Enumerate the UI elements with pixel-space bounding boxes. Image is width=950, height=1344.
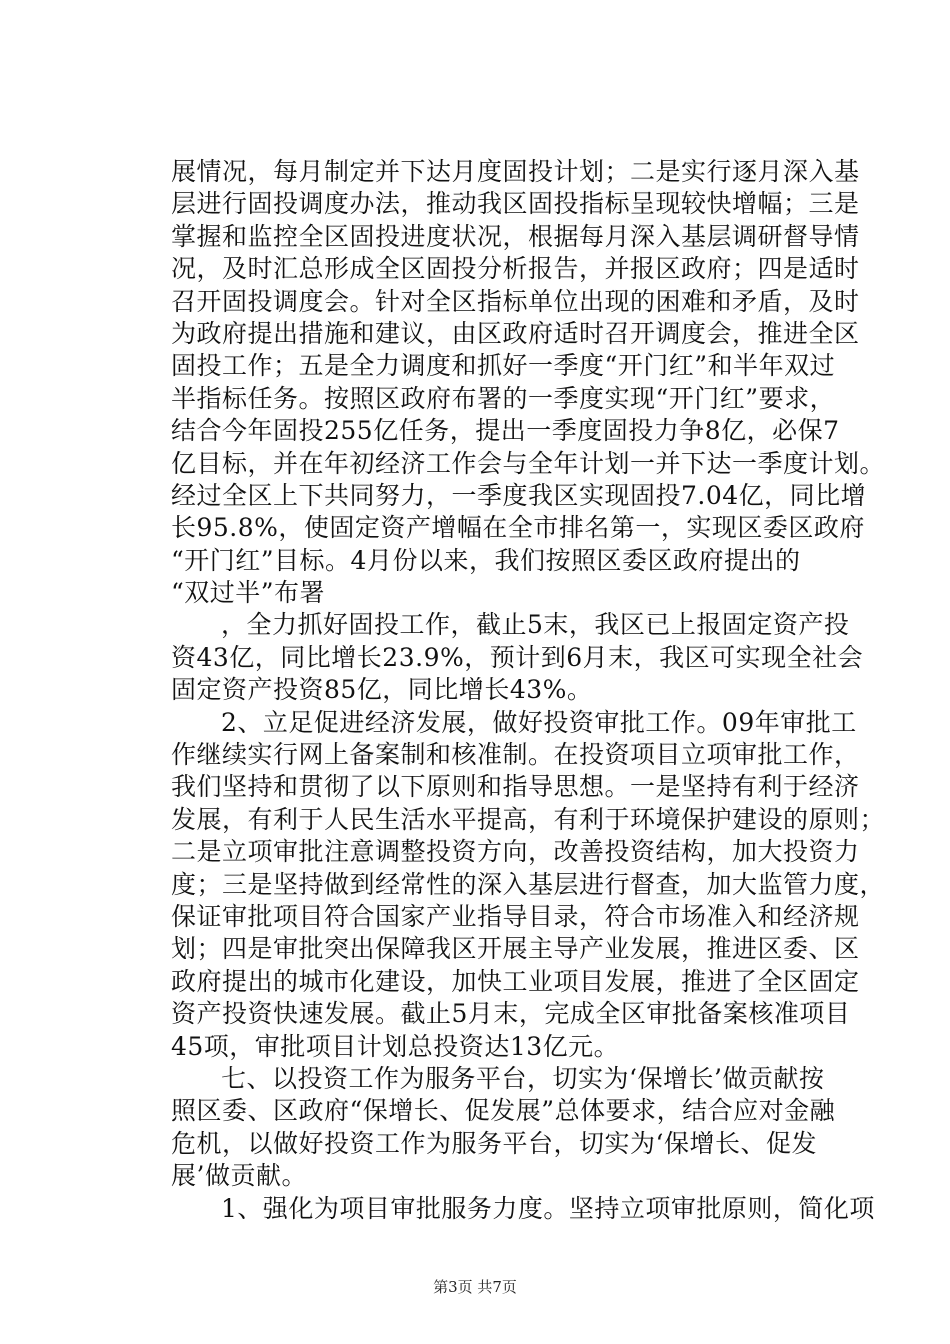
text-line: 亿目标，并在年初经济工作会与全年计划一并下达一季度计划。 <box>171 448 886 478</box>
text-line: 划；四是审批突出保障我区开展主导产业发展，推进区委、区 <box>171 934 860 964</box>
text-line: 展’做贡献。 <box>171 1161 307 1191</box>
text-line: 照区委、区政府“保增长、促发展”总体要求，结合应对金融 <box>171 1096 836 1126</box>
paragraph-start-line: 1、强化为项目审批服务力度。坚持立项审批原则，简化项 <box>221 1193 875 1223</box>
text-line: 召开固投调度会。针对全区指标单位出现的困难和矛盾，及时 <box>171 286 860 316</box>
text-line: 展情况，每月制定并下达月度固投计划；二是实行逐月深入基 <box>171 157 860 186</box>
text-line: 固投工作；五是全力调度和抓好一季度“开门红”和半年双过 <box>171 351 836 381</box>
text-line: 二是立项审批注意调整投资方向，改善投资结构，加大投资力 <box>171 837 860 867</box>
text-line: 危机，以做好投资工作为服务平台，切实为‘保增长、促发 <box>171 1128 817 1158</box>
text-line: 长95.8%，使固定资产增幅在全市排名第一，实现区委区政府 <box>171 513 865 543</box>
document-body <box>171 156 886 1225</box>
text-line: 政府提出的城市化建设，加快工业项目发展，推进了全区固定 <box>171 966 860 996</box>
text-line: 发展，有利于人民生活水平提高，有利于环境保护建设的原则； <box>171 804 886 834</box>
paragraph-start-line: 2、立足促进经济发展，做好投资审批工作。09年审批工 <box>221 707 857 737</box>
paragraph-start-line: 七、以投资工作为服务平台，切实为‘保增长’做贡献按 <box>221 1063 825 1093</box>
text-line: “双过半”布署 <box>171 578 326 608</box>
text-line: 资43亿，同比增长23.9%，预计到6月末，我区可实现全社会 <box>171 642 864 672</box>
text-line: 保证审批项目符合国家产业指导目录，符合市场准入和经济规 <box>171 901 860 931</box>
text-line: 作继续实行网上备案制和核准制。在投资项目立项审批工作， <box>171 740 860 770</box>
text-line: “开门红”目标。4月份以来，我们按照区委区政府提出的 <box>171 545 801 575</box>
text-line: 掌握和监控全区固投进度状况，根据每月深入基层调研督导情 <box>171 221 860 251</box>
text-line: 半指标任务。按照区政府布署的一季度实现“开门红”要求， <box>171 383 836 413</box>
text-line: 度；三是坚持做到经常性的深入基层进行督查，加大监管力度， <box>171 869 886 899</box>
text-line: 经过全区上下共同努力，一季度我区实现固投7.04亿，同比增 <box>171 480 867 510</box>
text-line: 层进行固投调度办法，推动我区固投指标呈现较快增幅；三是 <box>171 189 860 219</box>
text-line: 我们坚持和贯彻了以下原则和指导思想。一是坚持有利于经济 <box>171 772 860 802</box>
text-line: 45项，审批项目计划总投资达13亿元。 <box>171 1031 620 1061</box>
text-line: 况，及时汇总形成全区固投分析报告，并报区政府；四是适时 <box>171 254 860 284</box>
text-line: 固定资产投资85亿，同比增长43%。 <box>171 675 593 705</box>
page-number-footer: 第3页 共7页 <box>433 1278 517 1296</box>
text-line: 结合今年固投255亿任务，提出一季度固投力争8亿，必保7 <box>171 416 840 446</box>
text-line: 资产投资快速发展。截止5月末，完成全区审批备案核准项目 <box>171 999 851 1029</box>
text-line: 为政府提出措施和建议，由区政府适时召开调度会，推进全区 <box>171 318 860 348</box>
text-line: ，全力抓好固投工作，截止5末，我区已上报固定资产投 <box>221 610 850 640</box>
